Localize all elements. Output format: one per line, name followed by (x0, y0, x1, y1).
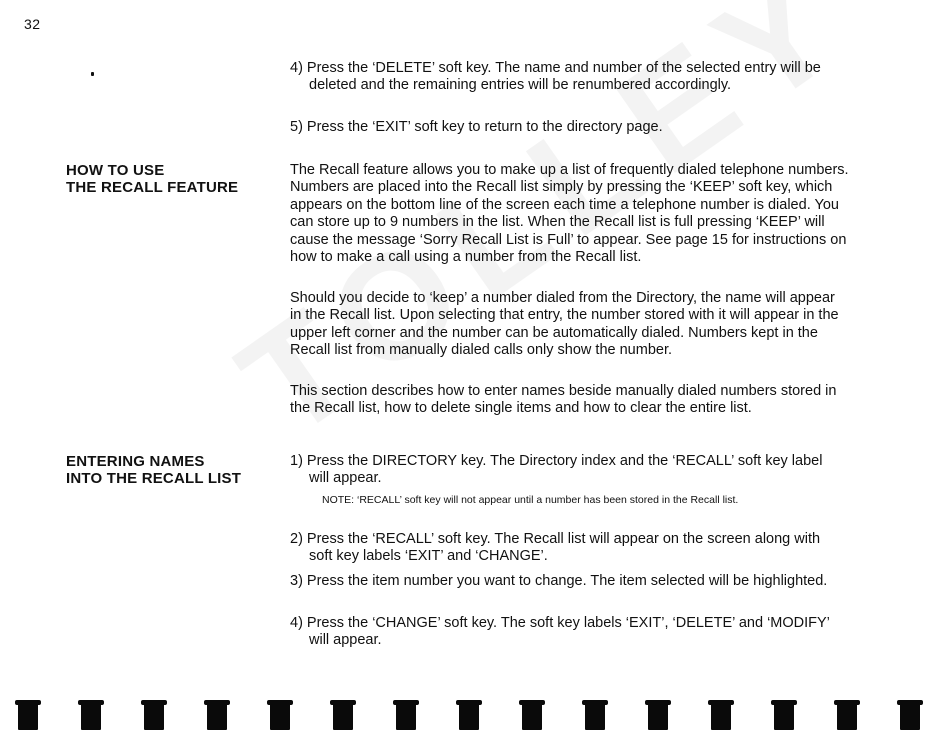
entering-step-1: 1) Press the DIRECTORY key. The Directory index and the ‘RECALL’ soft key label will appear. (290, 453, 823, 487)
heading-line: HOW TO USE (66, 162, 165, 179)
delete-step-4: 4) Press the ‘DELETE’ soft key. The name and number of the selected entry will be deleted and the remaining entries will be renumbered accordingly. (290, 60, 821, 94)
entering-step-2: 2) Press the ‘RECALL’ soft key. The Recall list will appear on the screen along with soft key labels ‘EXIT’ and ‘CHANGE’. (290, 531, 821, 565)
binding-hole (81, 704, 101, 730)
page-number: 32 (24, 16, 41, 32)
heading-line: INTO THE RECALL LIST (66, 470, 242, 487)
binding-hole (270, 704, 290, 730)
recall-section-overview-paragraph: This section describes how to enter names beside manually dialed numbers stored in the Recall list, how to delete single items and how to clear the entire list. (290, 383, 837, 417)
binding-hole (18, 704, 38, 730)
binding-hole (207, 704, 227, 730)
heading-line: THE RECALL FEATURE (66, 179, 239, 196)
entering-step-3: 3) Press the item number you want to change. The item selected will be highlighted. (290, 573, 828, 589)
binding-hole (144, 704, 164, 730)
section-heading-entering-names (66, 453, 241, 487)
binding-hole (774, 704, 794, 730)
delete-step-5: 5) Press the ‘EXIT’ soft key to return to the directory page. (290, 119, 663, 135)
binding-hole (333, 704, 353, 730)
note-text: NOTE: ‘RECALL’ soft key will not appear until a number has been stored in the Recall list. (322, 494, 739, 506)
heading-line: ENTERING NAMES (66, 453, 205, 470)
binding-hole (900, 704, 920, 730)
binding-hole (585, 704, 605, 730)
binding-strip (0, 690, 950, 738)
binding-hole (648, 704, 668, 730)
section-heading-how-to-use (66, 162, 238, 196)
binding-hole (522, 704, 542, 730)
stray-mark (91, 72, 94, 76)
binding-hole (396, 704, 416, 730)
binding-hole (459, 704, 479, 730)
binding-hole (711, 704, 731, 730)
recall-intro-paragraph: The Recall feature allows you to make up a list of frequently dialed telephone numbers. Numbers are placed into the Recall list simply by pressing the ‘KEEP’ soft key, which appears on the bottom line of the screen each time a telephone number is dialed. You can store up to 9 numbers in the list. When the Recall list is full pressing ‘KEEP’ will cause the message ‘Sorry Recall List is Full’ to appear. See page 15 for instructions on how to make a call using a number from the Recall list. (290, 162, 849, 266)
binding-hole (837, 704, 857, 730)
recall-keep-paragraph: Should you decide to ‘keep’ a number dialed from the Directory, the name will appear in the Recall list. Upon selecting that entry, the number stored with it will appear in the upper left corner and the number can be automatically dialed. Numbers kept in the Recall list from manually dialed calls only show the number. (290, 290, 839, 359)
entering-step-4: 4) Press the ‘CHANGE’ soft key. The soft key labels ‘EXIT’, ‘DELETE’ and ‘MODIFY’ will appear. (290, 615, 830, 649)
